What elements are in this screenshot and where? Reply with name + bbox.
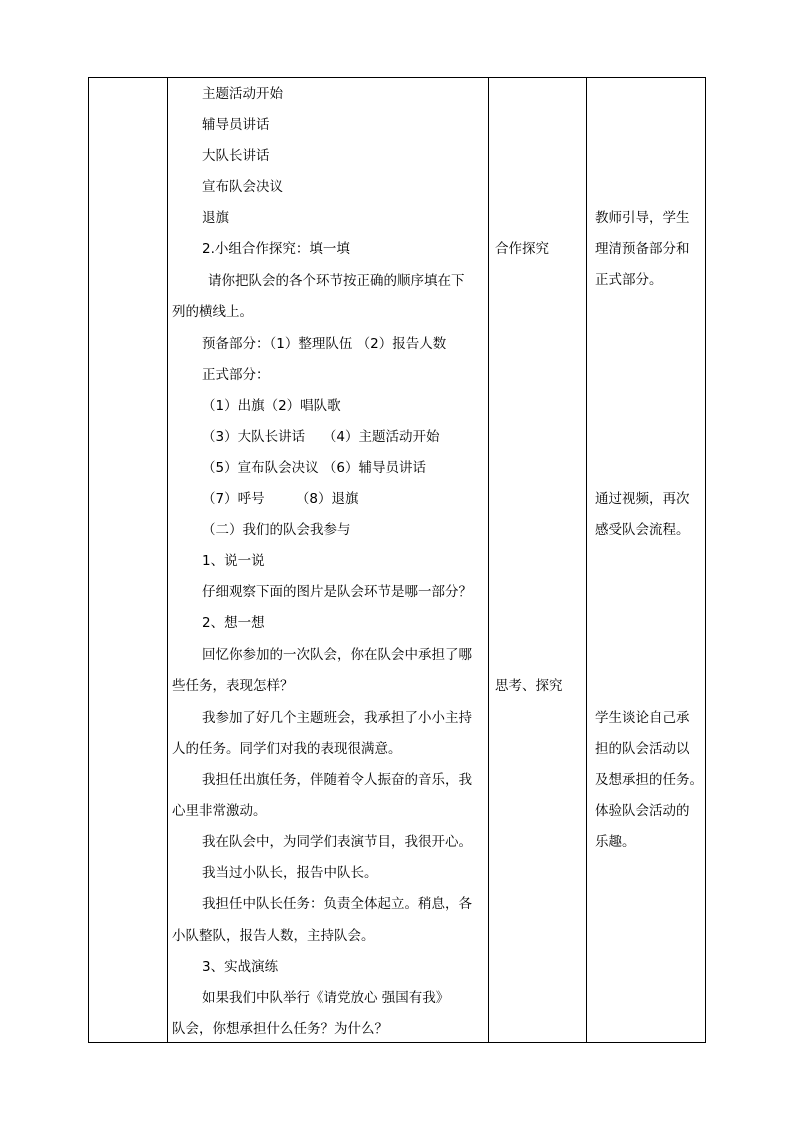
intent-line: 担的队会活动以	[595, 741, 690, 757]
content-line: 回忆你参加的一次队会，你在队会中承担了哪	[202, 647, 472, 663]
content-line: （7）呼号 （8）退旗	[202, 491, 359, 507]
activity-content-column	[168, 78, 488, 1042]
content-line: 人的任务。同学们对我的表现很满意。	[172, 741, 402, 757]
intent-line: 理清预备部分和	[595, 241, 690, 257]
content-line: （5）宣布队会决议 （6）辅导员讲话	[202, 460, 426, 476]
content-line: （1）出旗（2）唱队歌	[202, 398, 341, 414]
intent-line: 学生谈论自己承	[595, 710, 690, 726]
method-line: 思考、探究	[495, 678, 563, 694]
content-line: 请你把队会的各个环节按正确的顺序填在下	[208, 273, 465, 289]
content-line: 主题活动开始	[202, 86, 283, 102]
content-line: 宣布队会决议	[202, 179, 283, 195]
content-line: 仔细观察下面的图片是队会环节是哪一部分？	[202, 584, 472, 600]
content-line: 我参加了好几个主题班会，我承担了小小主持	[202, 710, 472, 726]
intent-line: 教师引导，学生	[595, 210, 690, 226]
content-line: 2、想一想	[202, 615, 265, 631]
intent-line: 通过视频，再次	[595, 491, 690, 507]
content-line: 辅导员讲话	[202, 117, 270, 133]
content-line: 我担任中队长任务：负责全体起立。稍息，各	[202, 896, 472, 912]
intent-line: 乐趣。	[595, 834, 636, 850]
method-column	[489, 78, 586, 1042]
content-line: 1、说一说	[202, 553, 265, 569]
intent-line: 及想承担的任务。	[595, 772, 703, 788]
design-intent-column	[587, 78, 705, 1042]
content-line: 退旗	[202, 210, 229, 226]
intent-line: 感受队会流程。	[595, 522, 690, 538]
content-line: 2.小组合作探究：填一填	[202, 241, 350, 257]
content-line: 列的横线上。	[172, 304, 253, 320]
content-line: 队会，你想承担什么任务？为什么？	[172, 1021, 388, 1037]
content-line: 3、实战演练	[202, 959, 279, 975]
content-line: （二）我们的队会我参与	[202, 522, 351, 538]
content-line: 我担任出旗任务，伴随着令人振奋的音乐，我	[202, 772, 472, 788]
content-line: （3）大队长讲话 （4）主题活动开始	[202, 429, 440, 445]
intent-line: 体验队会活动的	[595, 803, 690, 819]
content-line: 正式部分：	[202, 367, 270, 383]
content-line: 大队长讲话	[202, 148, 270, 164]
content-line: 心里非常激动。	[172, 803, 267, 819]
content-line: 我在队会中，为同学们表演节目，我很开心。	[202, 834, 472, 850]
blank-column	[89, 78, 167, 1042]
method-line: 合作探究	[495, 241, 549, 257]
content-line: 些任务，表现怎样？	[172, 678, 294, 694]
content-line: 小队整队，报告人数，主持队会。	[172, 928, 375, 944]
intent-line: 正式部分。	[595, 272, 663, 288]
lesson-table	[88, 77, 706, 1043]
content-line: 如果我们中队举行《请党放心 强国有我》	[202, 990, 450, 1006]
content-line: 预备部分：（1）整理队伍 （2）报告人数	[202, 336, 447, 352]
content-line: 我当过小队长，报告中队长。	[202, 865, 378, 881]
